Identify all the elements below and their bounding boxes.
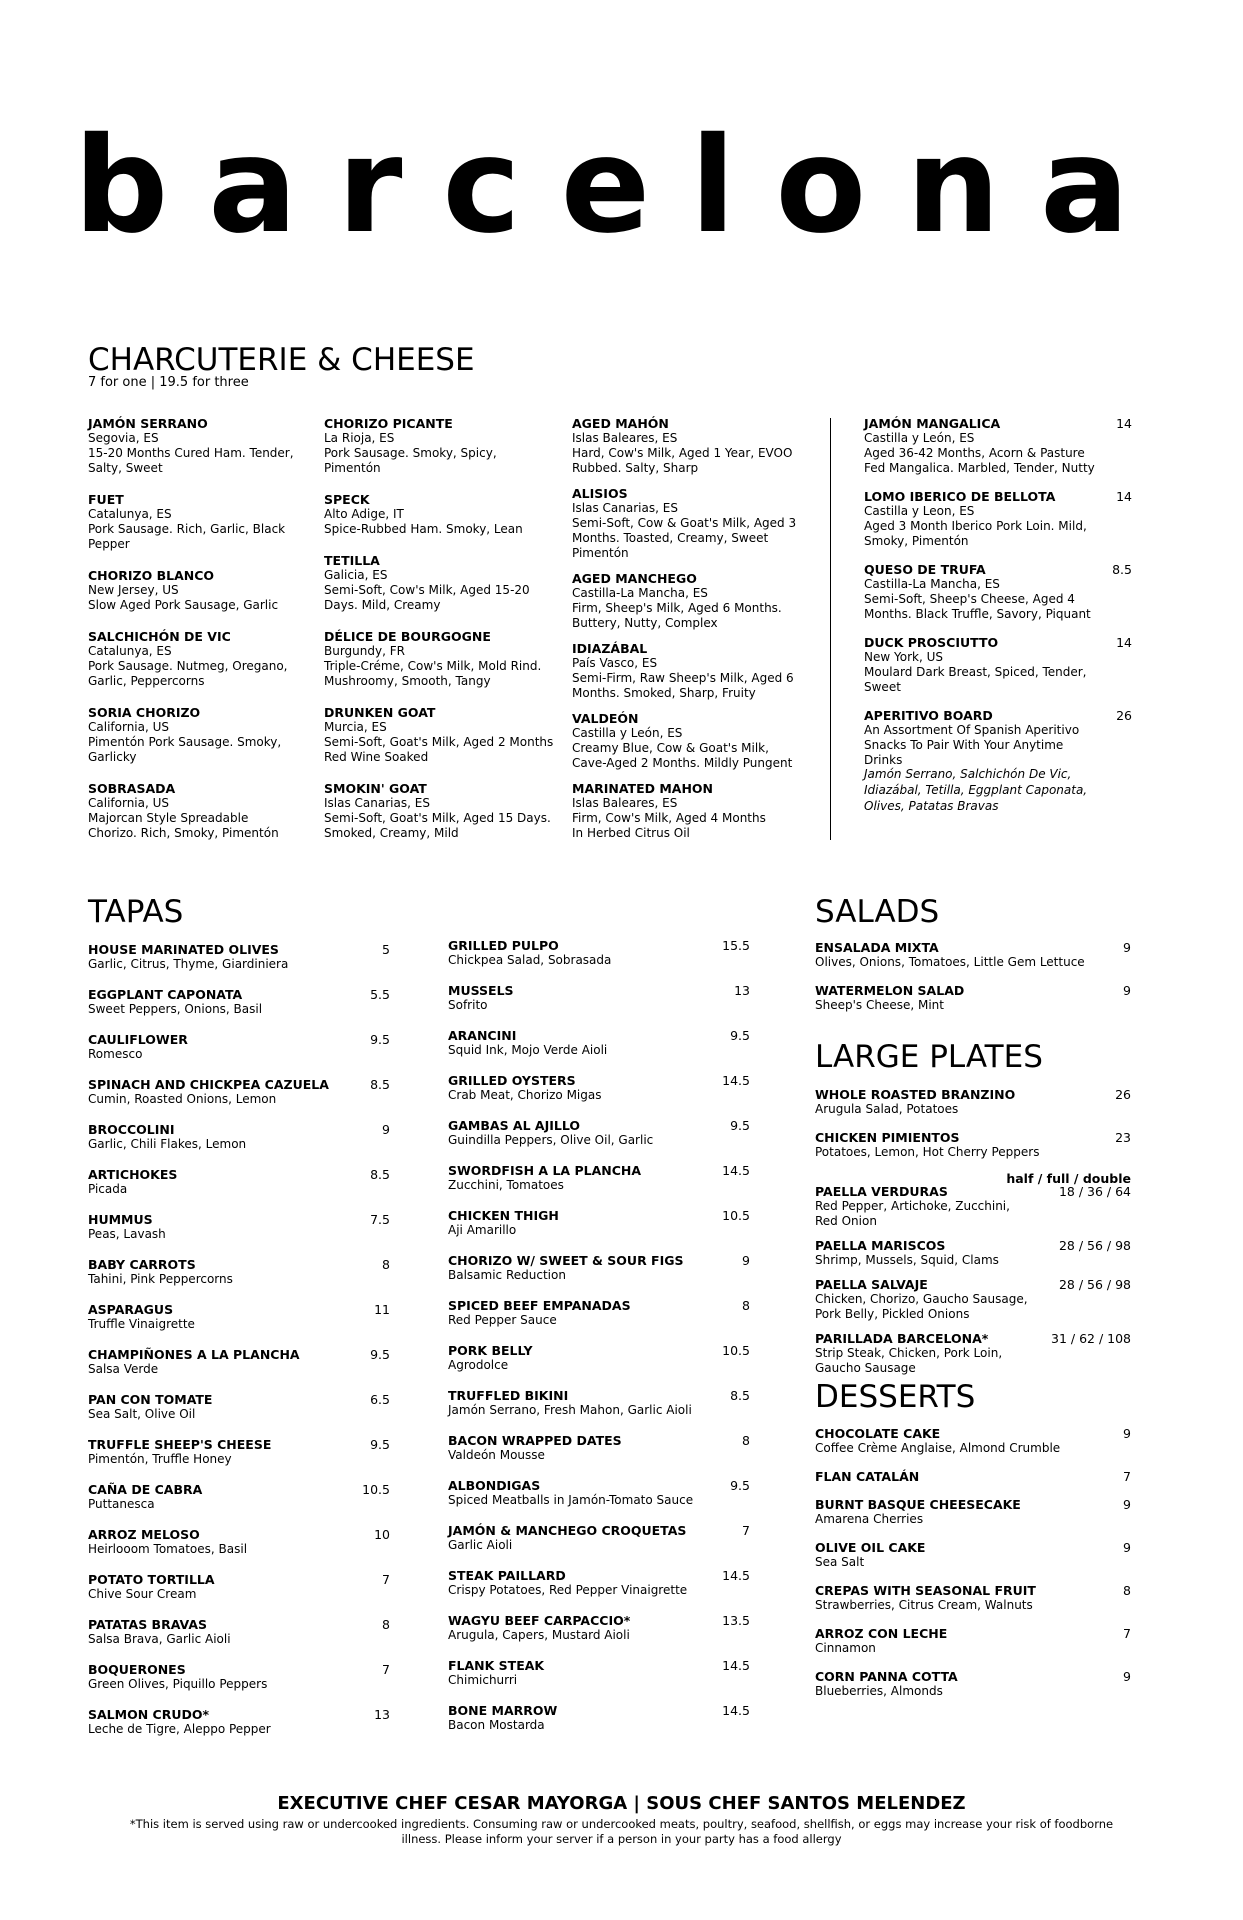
item-name: TRUFFLE SHEEP'S CHEESE (88, 1437, 272, 1452)
item-description: Islas Canarias, ES Semi-Soft, Cow & Goat's Milk, Aged 3 Months. Toasted, Creamy, Sweet Pimentón (572, 501, 797, 560)
item-name: CAULIFLOWER (88, 1032, 188, 1047)
item-description: Islas Baleares, ES Firm, Cow's Milk, Aged 4 Months In Herbed Citrus Oil (572, 796, 766, 840)
menu-item (88, 1482, 390, 1512)
item-price: 7 (742, 1523, 750, 1538)
item-price: 26 (1116, 708, 1132, 723)
item-price: 8.5 (370, 1167, 390, 1182)
item-name: SPINACH AND CHICKPEA CAZUELA (88, 1077, 329, 1092)
item-name: FLAN CATALÁN (815, 1469, 920, 1484)
menu-item (448, 1433, 750, 1463)
menu-item (815, 1184, 1131, 1229)
item-name: POTATO TORTILLA (88, 1572, 215, 1587)
item-name: CREPAS WITH SEASONAL FRUIT (815, 1583, 1036, 1598)
menu-item (88, 1527, 390, 1557)
menu-item (88, 942, 390, 972)
item-name: ALISIOS (572, 486, 628, 501)
item-description: An Assortment Of Spanish Aperitivo Snacks To Pair With Your Anytime Drinks (864, 723, 1080, 767)
menu-item (448, 1703, 750, 1733)
item-price: 9 (382, 1122, 390, 1137)
item-description: Castilla-La Mancha, ES Firm, Sheep's Milk, Aged 6 Months. Buttery, Nutty, Complex (572, 586, 782, 630)
item-price: 9.5 (730, 1478, 750, 1493)
item-name: MUSSELS (448, 983, 514, 998)
item-description: Cumin, Roasted Onions, Lemon (88, 1092, 277, 1106)
item-name: PARILLADA BARCELONA* (815, 1331, 989, 1346)
item-price: 28 / 56 / 98 (1058, 1238, 1131, 1253)
item-name: PATATAS BRAVAS (88, 1617, 208, 1632)
item-name: DRUNKEN GOAT (324, 705, 436, 720)
chef-credits: EXECUTIVE CHEF CESAR MAYORGA | SOUS CHEF SANTOS MELENDEZ (277, 1793, 966, 1814)
item-price: 7 (1123, 1469, 1131, 1484)
item-price: 7 (382, 1572, 390, 1587)
item-price: 9.5 (730, 1118, 750, 1133)
menu-item (448, 1073, 750, 1103)
item-description: Islas Baleares, ES Hard, Cow's Milk, Aged 1 Year, EVOO Rubbed. Salty, Sharp (572, 431, 793, 475)
menu-item (88, 1212, 390, 1242)
menu-item (815, 1669, 1131, 1699)
menu-item (88, 705, 298, 765)
item-description: Red Pepper, Artichoke, Zucchini, Red Onion (815, 1199, 1010, 1228)
menu-item (864, 562, 1132, 622)
item-name: ARTICHOKES (88, 1167, 178, 1182)
item-description: País Vasco, ES Semi-Firm, Raw Sheep's Milk, Aged 6 Months. Smoked, Sharp, Fruity (572, 656, 794, 700)
menu-item (448, 1298, 750, 1328)
item-name: AGED MANCHEGO (572, 571, 697, 586)
item-name: QUESO DE TRUFA (864, 562, 986, 577)
item-name: TRUFFLED BIKINI (448, 1388, 569, 1403)
item-name: GAMBAS AL AJILLO (448, 1118, 581, 1133)
menu-item (448, 1343, 750, 1373)
menu-item (815, 1331, 1131, 1376)
item-description: Red Pepper Sauce (448, 1313, 557, 1327)
menu-item (815, 1426, 1131, 1456)
item-name: CHOCOLATE CAKE (815, 1426, 941, 1441)
item-name: PAELLA MARISCOS (815, 1238, 946, 1253)
menu-item (88, 1122, 390, 1152)
item-name: WATERMELON SALAD (815, 983, 965, 998)
item-name: DUCK PROSCIUTTO (864, 635, 999, 650)
item-name: WHOLE ROASTED BRANZINO (815, 1087, 1016, 1102)
item-price: 11 (374, 1302, 390, 1317)
item-price: 10 (374, 1527, 390, 1542)
item-description: Valdeón Mousse (448, 1448, 545, 1462)
menu-item (448, 1568, 750, 1598)
item-price: 14.5 (722, 1703, 750, 1718)
item-description: Sea Salt (815, 1555, 865, 1569)
menu-item (572, 781, 802, 841)
charcuterie-column-4 (864, 416, 1132, 781)
item-description: Castilla y León, ES Aged 36-42 Months, Acorn & Pasture Fed Mangalica. Marbled, Tender, Nutty (864, 431, 1095, 475)
item-price: 23 (1115, 1130, 1131, 1145)
item-name: APERITIVO BOARD (864, 708, 993, 723)
item-description: Sea Salt, Olive Oil (88, 1407, 196, 1421)
salads-list (815, 940, 1131, 1026)
menu-item (815, 940, 1131, 970)
menu-item (88, 1347, 390, 1377)
item-price: 8 (742, 1298, 750, 1313)
item-price: 7.5 (370, 1212, 390, 1227)
menu-item (88, 1392, 390, 1422)
item-price: 15.5 (722, 938, 750, 953)
item-description: Guindilla Peppers, Olive Oil, Garlic (448, 1133, 654, 1147)
item-price: 6.5 (370, 1392, 390, 1407)
item-price: 9.5 (370, 1032, 390, 1047)
menu-item (448, 983, 750, 1013)
item-name: ALBONDIGAS (448, 1478, 541, 1493)
menu-item (324, 492, 554, 537)
menu-item (88, 1257, 390, 1287)
menu-item (448, 1523, 750, 1553)
charcuterie-column-1 (88, 416, 298, 857)
item-description: Sweet Peppers, Onions, Basil (88, 1002, 263, 1016)
item-description: Leche de Tigre, Aleppo Pepper (88, 1722, 271, 1736)
item-price: 9 (1123, 1426, 1131, 1441)
tapas-column-2 (448, 938, 750, 1748)
item-name: CHORIZO BLANCO (88, 568, 215, 583)
item-name: FLANK STEAK (448, 1658, 545, 1673)
item-description: Castilla y Leon, ES Aged 3 Month Iberico Pork Loin. Mild, Smoky, Pimentón (864, 504, 1087, 548)
item-name: BONE MARROW (448, 1703, 558, 1718)
item-name: CORN PANNA COTTA (815, 1669, 958, 1684)
item-description: Salsa Verde (88, 1362, 159, 1376)
menu-item (448, 1253, 750, 1283)
item-description: Islas Canarias, ES Semi-Soft, Goat's Milk, Aged 15 Days. Smoked, Creamy, Mild (324, 796, 551, 840)
item-price: 13.5 (722, 1613, 750, 1628)
item-description: Romesco (88, 1047, 143, 1061)
menu-item (324, 629, 554, 689)
item-description: Catalunya, ES Pork Sausage. Nutmeg, Oregano, Garlic, Peppercorns (88, 644, 288, 688)
item-name: CHAMPIÑONES A LA PLANCHA (88, 1347, 300, 1362)
menu-item (448, 1388, 750, 1418)
item-name: GRILLED PULPO (448, 938, 559, 953)
menu-item (815, 1540, 1131, 1570)
item-name: CHICKEN PIMIENTOS (815, 1130, 960, 1145)
item-description: Blueberries, Almonds (815, 1684, 943, 1698)
menu-item (572, 711, 802, 771)
item-name: SORIA CHORIZO (88, 705, 201, 720)
item-description: Agrodolce (448, 1358, 509, 1372)
menu-item (88, 1707, 390, 1737)
item-description: Balsamic Reduction (448, 1268, 566, 1282)
menu-item (88, 1437, 390, 1467)
item-name: SALCHICHÓN DE VIC (88, 629, 231, 644)
item-name: LOMO IBERICO DE BELLOTA (864, 489, 1056, 504)
item-name: ARROZ CON LECHE (815, 1626, 948, 1641)
item-description: Salsa Brava, Garlic Aioli (88, 1632, 231, 1646)
item-name: SPECK (324, 492, 370, 507)
item-name: JAMÓN SERRANO (88, 416, 208, 431)
item-price: 26 (1115, 1087, 1131, 1102)
item-description: Burgundy, FR Triple-Créme, Cow's Milk, Mold Rind. Mushroomy, Smooth, Tangy (324, 644, 542, 688)
item-name: PAELLA SALVAJE (815, 1277, 928, 1292)
item-name: DÉLICE DE BOURGOGNE (324, 629, 491, 644)
item-name: BOQUERONES (88, 1662, 186, 1677)
item-description: Peas, Lavash (88, 1227, 166, 1241)
item-price: 8.5 (730, 1388, 750, 1403)
item-description: Chimichurri (448, 1673, 518, 1687)
item-name: EGGPLANT CAPONATA (88, 987, 243, 1002)
item-description: Truffle Vinaigrette (88, 1317, 195, 1331)
item-price: 9 (742, 1253, 750, 1268)
item-price: 31 / 62 / 108 (1051, 1331, 1131, 1346)
item-description: Chicken, Chorizo, Gaucho Sausage, Pork Belly, Pickled Onions (815, 1292, 1028, 1321)
menu-item (815, 1130, 1131, 1160)
item-name: AGED MAHÓN (572, 416, 669, 431)
item-name: BURNT BASQUE CHEESECAKE (815, 1497, 1021, 1512)
menu-item (815, 1583, 1131, 1613)
item-price: 18 / 36 / 64 (1058, 1184, 1131, 1199)
item-description: New York, US Moulard Dark Breast, Spiced, Tender, Sweet (864, 650, 1087, 694)
menu-item (448, 1028, 750, 1058)
paella-size-header: half / full / double (1006, 1171, 1131, 1186)
item-name: CHORIZO PICANTE (324, 416, 453, 431)
menu-item (864, 416, 1132, 476)
item-name: CHORIZO W/ SWEET & SOUR FIGS (448, 1253, 684, 1268)
item-description: La Rioja, ES Pork Sausage. Smoky, Spicy, Pimentón (324, 431, 497, 475)
item-name: CAÑA DE CABRA (88, 1482, 203, 1497)
salads-title: SALADS (815, 894, 940, 930)
item-description: Heirlooom Tomatoes, Basil (88, 1542, 248, 1556)
item-name: CHICKEN THIGH (448, 1208, 559, 1223)
item-description: Chive Sour Cream (88, 1587, 197, 1601)
item-price: 7 (382, 1662, 390, 1677)
item-description: Segovia, ES 15-20 Months Cured Ham. Tender, Salty, Sweet (88, 431, 294, 475)
desserts-title: DESSERTS (815, 1379, 976, 1415)
menu-item (448, 1613, 750, 1643)
item-description: Shrimp, Mussels, Squid, Clams (815, 1253, 999, 1267)
item-name: GRILLED OYSTERS (448, 1073, 576, 1088)
menu-item (815, 1497, 1131, 1527)
item-price: 10.5 (722, 1343, 750, 1358)
menu-item (572, 571, 802, 631)
item-description: California, US Majorcan Style Spreadable Chorizo. Rich, Smoky, Pimentón (88, 796, 279, 840)
item-name: MARINATED MAHON (572, 781, 714, 796)
menu-item (88, 568, 298, 613)
item-price: 14.5 (722, 1073, 750, 1088)
item-price: 14 (1116, 635, 1132, 650)
menu-item (324, 553, 554, 613)
menu-item (324, 705, 554, 765)
menu-item (88, 987, 390, 1017)
menu-item (448, 1118, 750, 1148)
item-description: New Jersey, US Slow Aged Pork Sausage, Garlic (88, 583, 279, 612)
item-description: Catalunya, ES Pork Sausage. Rich, Garlic, Black Pepper (88, 507, 286, 551)
menu-item (572, 416, 802, 476)
menu-item (448, 1163, 750, 1193)
item-name: IDIAZÁBAL (572, 641, 648, 656)
aperitivo-board-contents: Jamón Serrano, Salchichón De Vic, Idiazábal, Tetilla, Eggplant Caponata, Olives, Patatas Bravas (864, 767, 1088, 813)
paella-list (815, 1184, 1131, 1385)
item-description: Picada (88, 1182, 128, 1196)
item-name: SPICED BEEF EMPANADAS (448, 1298, 631, 1313)
item-description: Tahini, Pink Peppercorns (88, 1272, 233, 1286)
menu-item (324, 781, 554, 841)
item-name: SOBRASADA (88, 781, 176, 796)
item-description: Garlic, Citrus, Thyme, Giardiniera (88, 957, 289, 971)
menu-item (815, 1626, 1131, 1656)
menu-item (88, 1167, 390, 1197)
item-price: 14.5 (722, 1658, 750, 1673)
item-name: PAELLA VERDURAS (815, 1184, 948, 1199)
menu-item (448, 1478, 750, 1508)
item-price: 9.5 (370, 1437, 390, 1452)
item-description: Garlic, Chili Flakes, Lemon (88, 1137, 247, 1151)
tapas-column-1 (88, 942, 390, 1752)
menu-item (448, 1208, 750, 1238)
item-name: PORK BELLY (448, 1343, 533, 1358)
item-description: Jamón Serrano, Fresh Mahon, Garlic Aioli (448, 1403, 692, 1417)
menu-item (88, 416, 298, 476)
menu-item (88, 1302, 390, 1332)
item-price: 9 (1123, 940, 1131, 955)
item-description: Puttanesca (88, 1497, 155, 1511)
item-price: 7 (1123, 1626, 1131, 1641)
item-description: Sheep's Cheese, Mint (815, 998, 944, 1012)
item-description: California, US Pimentón Pork Sausage. Smoky, Garlicky (88, 720, 282, 764)
item-price: 8 (742, 1433, 750, 1448)
item-price: 9 (1123, 983, 1131, 998)
item-description: Strawberries, Citrus Cream, Walnuts (815, 1598, 1033, 1612)
item-description: Chickpea Salad, Sobrasada (448, 953, 612, 967)
item-description: Arugula Salad, Potatoes (815, 1102, 959, 1116)
desserts-list (815, 1426, 1131, 1712)
item-description: Crab Meat, Chorizo Migas (448, 1088, 602, 1102)
menu-item (448, 938, 750, 968)
item-name: ASPARAGUS (88, 1302, 174, 1317)
restaurant-logo: barcelona (73, 109, 1170, 263)
item-price: 5.5 (370, 987, 390, 1002)
item-name: JAMÓN MANGALICA (864, 416, 1001, 431)
menu-item (815, 1238, 1131, 1268)
item-price: 10.5 (362, 1482, 390, 1497)
item-name: FUET (88, 492, 124, 507)
large-plates-list (815, 1087, 1131, 1173)
item-price: 14.5 (722, 1163, 750, 1178)
item-name: JAMÓN & MANCHEGO CROQUETAS (448, 1523, 687, 1538)
item-name: SALMON CRUDO* (88, 1707, 210, 1722)
charcuterie-column-3 (572, 416, 802, 851)
charcuterie-title: CHARCUTERIE & CHEESE (88, 342, 475, 378)
item-description: Amarena Cherries (815, 1512, 924, 1526)
item-description: Crispy Potatoes, Red Pepper Vinaigrette (448, 1583, 688, 1597)
menu-item (88, 781, 298, 841)
item-description: Aji Amarillo (448, 1223, 517, 1237)
item-description: Cinnamon (815, 1641, 876, 1655)
item-price: 13 (374, 1707, 390, 1722)
item-price: 8 (382, 1257, 390, 1272)
item-name: ARANCINI (448, 1028, 517, 1043)
item-name: OLIVE OIL CAKE (815, 1540, 926, 1555)
menu-item (88, 1032, 390, 1062)
item-name: HUMMUS (88, 1212, 153, 1227)
item-name: SMOKIN' GOAT (324, 781, 427, 796)
item-price: 14 (1116, 489, 1132, 504)
item-description: Squid Ink, Mojo Verde Aioli (448, 1043, 608, 1057)
item-description: Arugula, Capers, Mustard Aioli (448, 1628, 630, 1642)
menu-item (88, 1662, 390, 1692)
menu-item (864, 489, 1132, 549)
item-description: Garlic Aioli (448, 1538, 513, 1552)
item-price: 8.5 (1112, 562, 1132, 577)
item-price: 9.5 (370, 1347, 390, 1362)
menu-item (815, 1087, 1131, 1117)
item-name: PAN CON TOMATE (88, 1392, 213, 1407)
item-name: SWORDFISH A LA PLANCHA (448, 1163, 642, 1178)
column-divider (830, 418, 831, 840)
item-price: 9 (1123, 1540, 1131, 1555)
item-description: Olives, Onions, Tomatoes, Little Gem Lettuce (815, 955, 1085, 969)
item-price: 8.5 (370, 1077, 390, 1092)
menu-item (572, 486, 802, 561)
item-price: 9 (1123, 1669, 1131, 1684)
menu-item (815, 1469, 1131, 1484)
charcuterie-subtitle: 7 for one | 19.5 for three (88, 375, 249, 390)
item-description: Sofrito (448, 998, 488, 1012)
menu-item (572, 641, 802, 701)
tapas-title: TAPAS (88, 894, 184, 930)
item-price: 9.5 (730, 1028, 750, 1043)
item-price: 14.5 (722, 1568, 750, 1583)
menu-item (448, 1658, 750, 1688)
menu-item (864, 635, 1132, 695)
item-price: 8 (382, 1617, 390, 1632)
item-description: Potatoes, Lemon, Hot Cherry Peppers (815, 1145, 1040, 1159)
item-description: Alto Adige, IT Spice-Rubbed Ham. Smoky, Lean (324, 507, 523, 536)
item-name: TETILLA (324, 553, 380, 568)
item-name: BROCCOLINI (88, 1122, 175, 1137)
item-price: 9 (1123, 1497, 1131, 1512)
item-description: Pimentón, Truffle Honey (88, 1452, 232, 1466)
item-name: BABY CARROTS (88, 1257, 196, 1272)
menu-item (88, 629, 298, 689)
item-price: 8 (1123, 1583, 1131, 1598)
item-description: Spiced Meatballs in Jamón-Tomato Sauce (448, 1493, 694, 1507)
menu-item (864, 708, 1132, 768)
item-price: 28 / 56 / 98 (1058, 1277, 1131, 1292)
charcuterie-column-2 (324, 416, 554, 857)
item-name: WAGYU BEEF CARPACCIO* (448, 1613, 631, 1628)
menu-item (88, 492, 298, 552)
raw-food-disclaimer: *This item is served using raw or undercooked ingredients. Consuming raw or undercooked meats, poultry, seafood, shellfish, or eggs may increase your risk of foodborne illness. Please inform your server if a person in your party has a food allergy (129, 1817, 1114, 1846)
item-description: Murcia, ES Semi-Soft, Goat's Milk, Aged 2 Months Red Wine Soaked (324, 720, 554, 764)
item-price: 5 (382, 942, 390, 957)
item-description: Galicia, ES Semi-Soft, Cow's Milk, Aged 15-20 Days. Mild, Creamy (324, 568, 530, 612)
item-description: Zucchini, Tomatoes (448, 1178, 564, 1192)
item-description: Strip Steak, Chicken, Pork Loin, Gaucho Sausage (815, 1346, 1003, 1375)
item-name: STEAK PAILLARD (448, 1568, 566, 1583)
item-name: BACON WRAPPED DATES (448, 1433, 622, 1448)
item-price: 13 (734, 983, 750, 998)
item-name: ARROZ MELOSO (88, 1527, 200, 1542)
item-description: Coffee Crème Anglaise, Almond Crumble (815, 1441, 1061, 1455)
item-name: ENSALADA MIXTA (815, 940, 939, 955)
item-name: VALDEÓN (572, 711, 639, 726)
item-description: Castilla y León, ES Creamy Blue, Cow & Goat's Milk, Cave-Aged 2 Months. Mildly Pungent (572, 726, 793, 770)
menu-item (324, 416, 554, 476)
item-name: HOUSE MARINATED OLIVES (88, 942, 279, 957)
menu-item (88, 1572, 390, 1602)
menu-item (88, 1617, 390, 1647)
large-plates-title: LARGE PLATES (815, 1039, 1043, 1075)
menu-item (88, 1077, 390, 1107)
item-description: Bacon Mostarda (448, 1718, 545, 1732)
menu-item (815, 983, 1131, 1013)
item-price: 10.5 (722, 1208, 750, 1223)
item-description: Green Olives, Piquillo Peppers (88, 1677, 268, 1691)
item-description: Castilla-La Mancha, ES Semi-Soft, Sheep's Cheese, Aged 4 Months. Black Truffle, Savory, Piquant (864, 577, 1091, 621)
item-price: 14 (1116, 416, 1132, 431)
menu-item (815, 1277, 1131, 1322)
